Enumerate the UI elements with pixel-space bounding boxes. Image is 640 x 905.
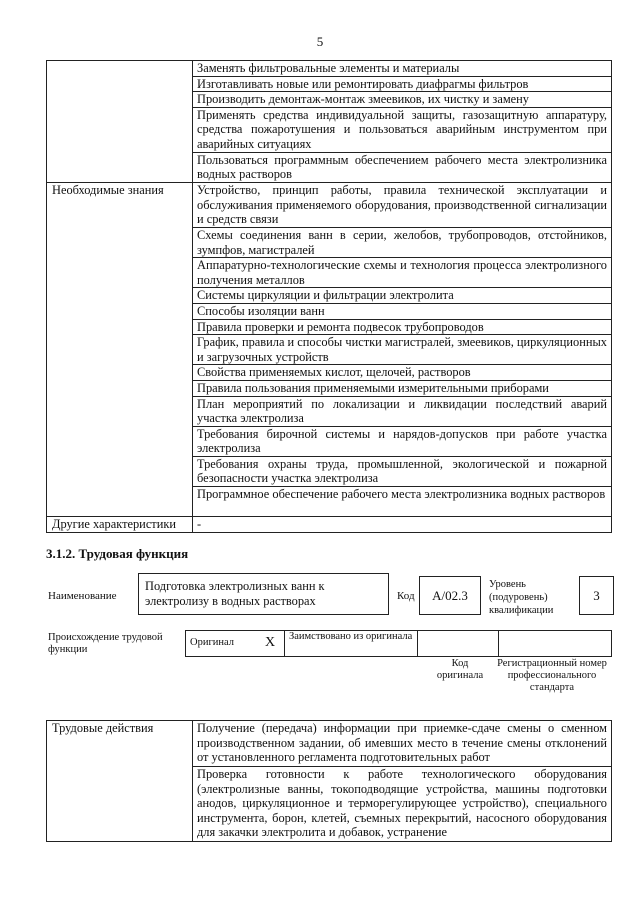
skill-cell: Применять средства индивидуальной защиты, газозащитную аппаратуру, средства пожаротушения и пользоваться аварийным инструментом при аварийных ситуациях [193, 107, 612, 152]
knowledge-cell: График, правила и способы чистки магистралей, змеевиков, циркуляционных и загрузочных устройств [193, 335, 612, 365]
row-label-empty [47, 61, 193, 183]
table-row [47, 61, 612, 77]
section-title: 3.1.2. Трудовая функция [46, 546, 189, 561]
original-mark: X [256, 631, 285, 657]
knowledge-cell: Устройство, принцип работы, правила технической эксплуатации и обслуживания применяемого оборудования, производственной сигнализации и средств связи [193, 182, 612, 227]
labor-actions-table [46, 720, 612, 842]
table-row [47, 517, 612, 533]
knowledge-cell: Требования бирочной системы и нарядов-допусков при работе участка электролиза [193, 426, 612, 456]
knowledge-cell: Аппаратурно-технологические схемы и технология процесса электролизного получения металлов [193, 258, 612, 288]
reg-number-label: Регистрационный номер профессионального стандарта [497, 658, 607, 693]
knowledge-cell: Способы изоляции ванн [193, 303, 612, 319]
code-original-label: Код оригинала [436, 658, 484, 681]
knowledge-cell: Системы циркуляции и фильтрации электролита [193, 288, 612, 304]
knowledge-cell: План мероприятий по локализации и ликвидации последствий аварий участка электролиза [193, 396, 612, 426]
skill-cell: Производить демонтаж-монтаж змеевиков, их чистку и замену [193, 92, 612, 108]
labor-action-cell: Проверка готовности к работе технологического оборудования (электролизные ванны, токоподводящие устройства, машины подготовки анодов, циркуляционное и терморегулирующее устройство), специального инструмента, борон, клетей, съемных перекрытий, насосного оборудования для закачки электролита и добавок, устранение [193, 767, 612, 842]
borrowed-label: Заимствовано из оригинала [285, 631, 418, 657]
knowledge-cell: Правила проверки и ремонта подвесок трубопроводов [193, 319, 612, 335]
skill-cell: Изготавливать новые или ремонтировать диафрагмы фильтров [193, 76, 612, 92]
knowledge-cell: Правила пользования применяемыми измерительными приборами [193, 380, 612, 396]
code-value: А/02.3 [432, 588, 468, 603]
skill-cell: Заменять фильтровальные элементы и материалы [193, 61, 612, 77]
labor-actions-label: Трудовые действия [47, 721, 193, 842]
level-value-box [579, 576, 614, 615]
other-characteristics-value: - [193, 517, 612, 533]
knowledge-cell: Свойства применяемых кислот, щелочей, растворов [193, 365, 612, 381]
required-knowledge-label: Необходимые знания [47, 182, 193, 516]
table-row [47, 182, 612, 227]
reg-number-cell [499, 631, 612, 657]
labor-action-cell: Получение (передача) информации при приемке-сдаче смены о сменном производственном задании, об имевших место в течение смены отклонений от установленного регламента подготовительных работ [193, 721, 612, 767]
code-value-box [419, 576, 481, 615]
knowledge-cell: Программное обеспечение рабочего места электролизника водных растворов [193, 487, 612, 517]
origin-label: Происхождение трудовой функции [48, 632, 163, 655]
code-label: Код [397, 590, 415, 602]
page-number: 5 [316, 34, 324, 49]
origin-table [185, 630, 612, 657]
level-value: 3 [593, 588, 600, 603]
name-value: Подготовка электролизных ванн к электролизу в водных растворах [145, 579, 325, 608]
other-characteristics-label: Другие характеристики [47, 517, 193, 533]
knowledge-cell: Требования охраны труда, промышленной, экологической и пожарной безопасности участка электролиза [193, 456, 612, 486]
level-label: Уровень (подуровень) квалификации [489, 579, 554, 616]
name-label: Наименование [48, 590, 117, 602]
code-original-cell [418, 631, 499, 657]
skill-cell: Пользоваться программным обеспечением рабочего места электролизника водных растворов [193, 152, 612, 182]
name-value-box [138, 573, 389, 615]
knowledge-skills-table [46, 60, 612, 533]
table-row [47, 721, 612, 767]
original-label: Оригинал [186, 631, 257, 657]
table-row [186, 631, 612, 657]
knowledge-cell: Схемы соединения ванн в серии, желобов, трубопроводов, отстойников, зумпфов, магистралей [193, 227, 612, 257]
